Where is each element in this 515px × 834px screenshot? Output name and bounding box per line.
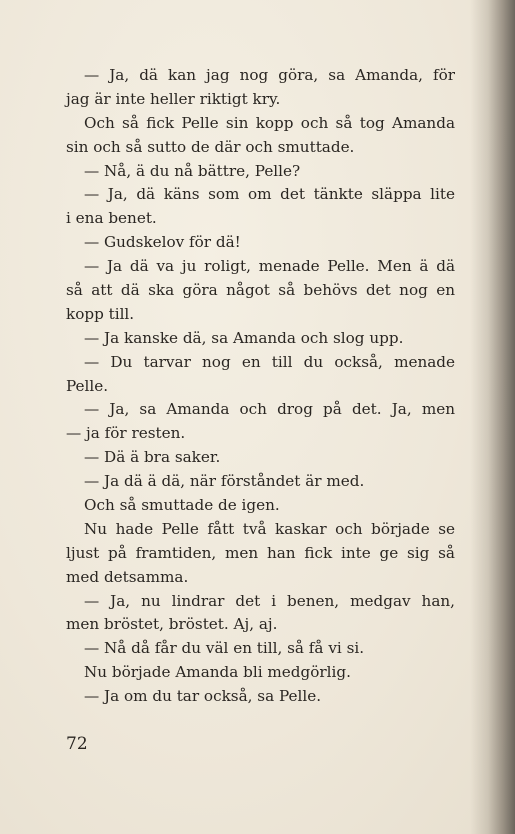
text-line: — Ja kanske dä, sa Amanda och slog upp.	[84, 328, 404, 347]
text-line: kopp till.	[66, 304, 135, 323]
text-line: — Nå då får du väl en till, så få vi si.	[84, 639, 365, 658]
text-line: — Dä ä bra saker.	[84, 448, 221, 467]
text-line: sin och så sutto de där och smuttade.	[66, 137, 355, 156]
text-line: Nu hade Pelle fått två kaskar och började se	[84, 519, 455, 538]
body-text	[66, 64, 455, 709]
text-line: men bröstet, bröstet. Aj, aj.	[66, 615, 278, 634]
page-number: 72	[66, 734, 88, 754]
text-line: så att dä ska göra något så behövs det nog en	[66, 281, 455, 300]
text-line: — Nå, ä du nå bättre, Pelle?	[84, 161, 301, 180]
text-line: — Gudskelov för dä!	[84, 233, 241, 252]
text-line: Pelle.	[66, 376, 109, 395]
text-line: — ja för resten.	[66, 424, 186, 443]
text-line: Och så fick Pelle sin kopp och så tog Amanda	[84, 113, 455, 132]
text-line: jag är inte heller riktigt kry.	[66, 89, 281, 108]
text-line: ljust på framtiden, men han fick inte ge sig så	[66, 543, 455, 562]
text-line: — Ja, dä käns som om det tänkte släppa lite	[84, 185, 455, 204]
text-line: — Du tarvar nog en till du också, menade	[84, 352, 455, 371]
text-line: — Ja, sa Amanda och drog på det. Ja, men	[84, 400, 455, 419]
text-line: Och så smuttade de igen.	[84, 496, 280, 515]
text-line: — Ja om du tar också, sa Pelle.	[84, 687, 322, 706]
text-line: — Ja, dä kan jag nog göra, sa Amanda, för	[84, 66, 455, 84]
text-line: med detsamma.	[66, 567, 189, 586]
text-line: — Ja dä va ju roligt, menade Pelle. Men ä dä	[84, 257, 455, 276]
text-line: — Ja dä ä dä, när förståndet är med.	[84, 472, 365, 491]
text-line: Nu började Amanda bli medgörlig.	[84, 663, 351, 682]
text-line: — Ja, nu lindrar det i benen, medgav han,	[84, 591, 455, 610]
text-line: i ena benet.	[66, 209, 157, 228]
